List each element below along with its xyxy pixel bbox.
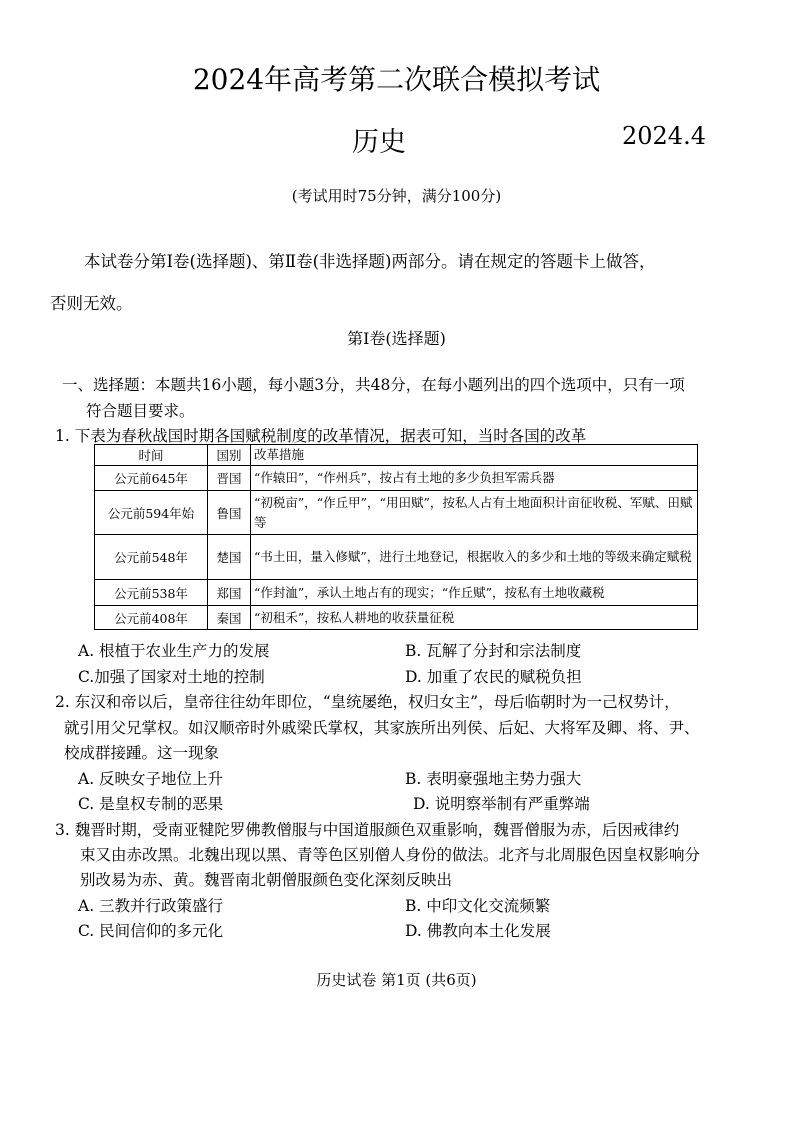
table-cell: 公元前538年: [95, 580, 208, 606]
q3-option-b: B. 中印文化交流频繁: [405, 897, 551, 915]
table-header-row: [95, 445, 698, 466]
table-cell: “书土田，量入修赋”，进行土地登记，根据收入的多少和土地的等级来确定赋税: [251, 535, 698, 580]
table-cell: 晋国: [208, 466, 251, 491]
q1-option-a: A. 根植于农业生产力的发展: [78, 642, 270, 660]
subject-title: 历史: [352, 127, 406, 158]
table-cell: 秦国: [208, 606, 251, 630]
q1-table: [94, 444, 698, 630]
q2-stem-line-1: 2. 东汉和帝以后，皇帝往往幼年即位，“皇统屡绝，权归女主”，母后临朝时为一己权势计，: [55, 693, 680, 711]
table-row: [95, 535, 698, 580]
table-cell: 公元前594年始: [95, 491, 208, 535]
exam-date: 2024.4: [622, 122, 706, 150]
table-row: [95, 491, 698, 535]
table-cell: 公元前408年: [95, 606, 208, 630]
table-cell: 楚国: [208, 535, 251, 580]
table-cell: 公元前548年: [95, 535, 208, 580]
q2-option-c: C. 是皇权专制的恶果: [78, 795, 224, 813]
q2-option-b: B. 表明豪强地主势力强大: [405, 770, 582, 788]
q3-stem-line-3: 别改易为赤、黄。魏晋南北朝僧服颜色变化深刻反映出: [80, 871, 453, 889]
page-footer: 历史试卷 第1页 (共6页): [316, 971, 477, 989]
q3-option-a: A. 三教并行政策盛行: [78, 897, 224, 915]
table-row: [95, 606, 698, 630]
table-cell: 公元前645年: [95, 466, 208, 491]
table-cell: 郑国: [208, 580, 251, 606]
table-cell: “作辕田”，“作州兵”，按占有土地的多少负担军需兵器: [251, 466, 698, 491]
intro-line-2: 否则无效。: [50, 294, 133, 313]
exam-title: 2024年高考第二次联合模拟考试: [192, 63, 601, 96]
time-limit: (考试用时75分钟，满分100分): [291, 187, 502, 205]
q3-option-d: D. 佛教向本土化发展: [405, 922, 551, 940]
q2-option-a: A. 反映女子地位上升: [78, 770, 224, 788]
q3-option-c: C. 民间信仰的多元化: [78, 922, 224, 940]
q1-option-c: C.加强了国家对土地的控制: [78, 668, 265, 686]
q1-option-d: D. 加重了农民的赋税负担: [405, 668, 582, 686]
section-heading-line-1: 一、选择题：本题共16小题，每小题3分，共48分，在每小题列出的四个选项中，只有一项: [62, 376, 685, 394]
table-cell: “初租禾”，按私人耕地的收获量征税: [251, 606, 698, 630]
table-cell: 鲁国: [208, 491, 251, 535]
table-header: 改革措施: [251, 445, 698, 466]
q2-stem-line-2: 就引用父兄掌权。如汉顺帝时外戚梁氏掌权，其家族所出列侯、后妃、大将军及卿、将、尹、: [64, 719, 700, 737]
q1-stem: 1. 下表为春秋战国时期各国赋税制度的改革情况，据表可知，当时各国的改革: [55, 427, 587, 445]
section-title: 第Ⅰ卷(选择题): [347, 329, 446, 348]
section-heading-line-2: 符合题目要求。: [86, 402, 195, 420]
q1-option-b: B. 瓦解了分封和宗法制度: [405, 642, 582, 660]
q3-stem-line-2: 束又由赤改黑。北魏出现以黑、青等色区别僧人身份的做法。北齐与北周服色因皇权影响分: [80, 846, 701, 864]
q3-stem-line-1: 3. 魏晋时期，受南亚犍陀罗佛教僧服与中国道服颜色双重影响，魏晋僧服为赤，后因戒律约: [55, 821, 680, 839]
intro-line-1: 本试卷分第Ⅰ卷(选择题)、第Ⅱ卷(非选择题)两部分。请在规定的答题卡上做答，: [84, 252, 656, 271]
table-row: [95, 466, 698, 491]
table-cell: “作封洫”，承认土地占有的现实；“作丘赋”，按私有土地收藏税: [251, 580, 698, 606]
q2-option-d: D. 说明察举制有严重弊端: [413, 795, 590, 813]
table-row: [95, 580, 698, 606]
table-header: 时间: [95, 445, 208, 466]
table-header: 国别: [208, 445, 251, 466]
table-cell: “初税亩”，“作丘甲”，“用田赋”，按私人占有土地面积计亩征收税、军赋、田赋等: [251, 491, 698, 535]
q2-stem-line-3: 校成群接踵。这一现象: [64, 744, 220, 762]
